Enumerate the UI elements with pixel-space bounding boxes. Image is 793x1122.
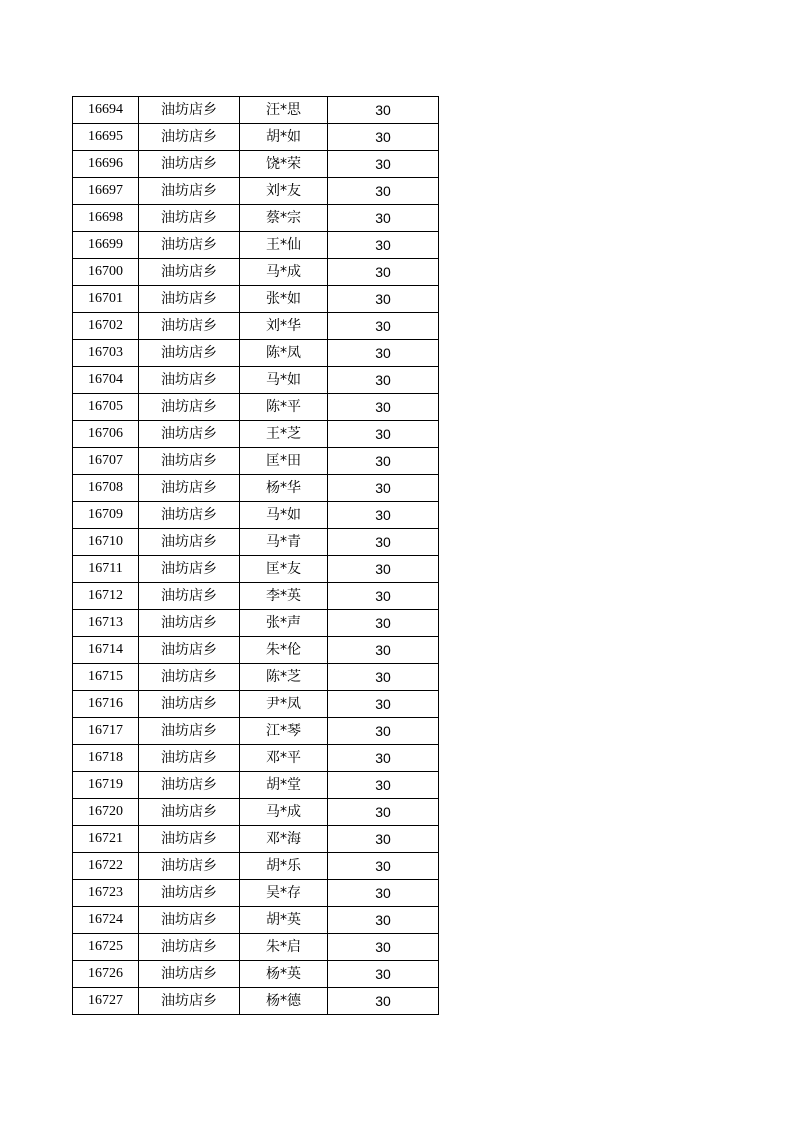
row-id-cell: 16714 [73,637,139,664]
town-cell: 油坊店乡 [139,313,240,340]
table-row [73,232,439,259]
town-cell: 油坊店乡 [139,799,240,826]
row-id-cell: 16720 [73,799,139,826]
person-name-cell: 汪*思 [240,97,328,124]
table-row [73,772,439,799]
town-cell: 油坊店乡 [139,448,240,475]
town-cell: 油坊店乡 [139,853,240,880]
table-row [73,97,439,124]
town-cell: 油坊店乡 [139,718,240,745]
person-name-cell: 陈*芝 [240,664,328,691]
town-cell: 油坊店乡 [139,394,240,421]
amount-cell: 30 [328,772,439,799]
amount-cell: 30 [328,151,439,178]
table-row [73,529,439,556]
town-cell: 油坊店乡 [139,826,240,853]
row-id-cell: 16697 [73,178,139,205]
person-name-cell: 马*如 [240,367,328,394]
row-id-cell: 16722 [73,853,139,880]
town-cell: 油坊店乡 [139,664,240,691]
town-cell: 油坊店乡 [139,745,240,772]
town-cell: 油坊店乡 [139,772,240,799]
row-id-cell: 16716 [73,691,139,718]
table-row [73,178,439,205]
table-row [73,799,439,826]
person-name-cell: 匡*友 [240,556,328,583]
amount-cell: 30 [328,97,439,124]
amount-cell: 30 [328,934,439,961]
amount-cell: 30 [328,691,439,718]
amount-cell: 30 [328,232,439,259]
table-row [73,286,439,313]
town-cell: 油坊店乡 [139,637,240,664]
town-cell: 油坊店乡 [139,880,240,907]
table-row [73,718,439,745]
amount-cell: 30 [328,340,439,367]
table-row [73,907,439,934]
row-id-cell: 16724 [73,907,139,934]
row-id-cell: 16703 [73,340,139,367]
row-id-cell: 16726 [73,961,139,988]
person-name-cell: 张*声 [240,610,328,637]
amount-cell: 30 [328,124,439,151]
row-id-cell: 16699 [73,232,139,259]
town-cell: 油坊店乡 [139,97,240,124]
row-id-cell: 16709 [73,502,139,529]
table-row [73,313,439,340]
person-name-cell: 王*仙 [240,232,328,259]
table-row [73,475,439,502]
table-row [73,151,439,178]
row-id-cell: 16708 [73,475,139,502]
amount-cell: 30 [328,286,439,313]
row-id-cell: 16707 [73,448,139,475]
table-row [73,934,439,961]
town-cell: 油坊店乡 [139,205,240,232]
amount-cell: 30 [328,556,439,583]
row-id-cell: 16715 [73,664,139,691]
row-id-cell: 16701 [73,286,139,313]
person-name-cell: 胡*堂 [240,772,328,799]
person-name-cell: 匡*田 [240,448,328,475]
town-cell: 油坊店乡 [139,691,240,718]
table-row [73,394,439,421]
amount-cell: 30 [328,853,439,880]
person-name-cell: 邓*海 [240,826,328,853]
amount-cell: 30 [328,529,439,556]
row-id-cell: 16718 [73,745,139,772]
town-cell: 油坊店乡 [139,907,240,934]
amount-cell: 30 [328,799,439,826]
row-id-cell: 16727 [73,988,139,1015]
person-name-cell: 蔡*宗 [240,205,328,232]
row-id-cell: 16710 [73,529,139,556]
person-name-cell: 杨*华 [240,475,328,502]
person-name-cell: 马*如 [240,502,328,529]
person-name-cell: 杨*英 [240,961,328,988]
row-id-cell: 16713 [73,610,139,637]
table-row [73,961,439,988]
town-cell: 油坊店乡 [139,178,240,205]
table-row [73,448,439,475]
row-id-cell: 16712 [73,583,139,610]
table-row [73,988,439,1015]
town-cell: 油坊店乡 [139,934,240,961]
person-name-cell: 杨*德 [240,988,328,1015]
table-row [73,124,439,151]
town-cell: 油坊店乡 [139,502,240,529]
town-cell: 油坊店乡 [139,988,240,1015]
row-id-cell: 16698 [73,205,139,232]
town-cell: 油坊店乡 [139,151,240,178]
person-name-cell: 尹*凤 [240,691,328,718]
person-name-cell: 胡*英 [240,907,328,934]
amount-cell: 30 [328,961,439,988]
amount-cell: 30 [328,583,439,610]
person-name-cell: 朱*启 [240,934,328,961]
table-row [73,610,439,637]
row-id-cell: 16706 [73,421,139,448]
amount-cell: 30 [328,907,439,934]
table-row [73,421,439,448]
row-id-cell: 16700 [73,259,139,286]
row-id-cell: 16702 [73,313,139,340]
town-cell: 油坊店乡 [139,286,240,313]
town-cell: 油坊店乡 [139,421,240,448]
row-id-cell: 16711 [73,556,139,583]
table-row [73,556,439,583]
person-name-cell: 江*琴 [240,718,328,745]
row-id-cell: 16723 [73,880,139,907]
person-name-cell: 张*如 [240,286,328,313]
data-table [72,96,439,1015]
person-name-cell: 吴*存 [240,880,328,907]
row-id-cell: 16695 [73,124,139,151]
amount-cell: 30 [328,826,439,853]
row-id-cell: 16725 [73,934,139,961]
amount-cell: 30 [328,745,439,772]
row-id-cell: 16696 [73,151,139,178]
person-name-cell: 李*英 [240,583,328,610]
row-id-cell: 16721 [73,826,139,853]
town-cell: 油坊店乡 [139,124,240,151]
table-row [73,826,439,853]
town-cell: 油坊店乡 [139,529,240,556]
town-cell: 油坊店乡 [139,961,240,988]
town-cell: 油坊店乡 [139,475,240,502]
amount-cell: 30 [328,475,439,502]
town-cell: 油坊店乡 [139,610,240,637]
table-row [73,367,439,394]
person-name-cell: 邓*平 [240,745,328,772]
town-cell: 油坊店乡 [139,232,240,259]
amount-cell: 30 [328,610,439,637]
table-row [73,637,439,664]
amount-cell: 30 [328,205,439,232]
amount-cell: 30 [328,421,439,448]
amount-cell: 30 [328,880,439,907]
row-id-cell: 16717 [73,718,139,745]
person-name-cell: 朱*伦 [240,637,328,664]
table-row [73,664,439,691]
person-name-cell: 刘*华 [240,313,328,340]
town-cell: 油坊店乡 [139,367,240,394]
amount-cell: 30 [328,718,439,745]
table-row [73,745,439,772]
amount-cell: 30 [328,637,439,664]
amount-cell: 30 [328,502,439,529]
person-name-cell: 马*成 [240,799,328,826]
row-id-cell: 16705 [73,394,139,421]
person-name-cell: 马*青 [240,529,328,556]
table-row [73,583,439,610]
person-name-cell: 陈*平 [240,394,328,421]
amount-cell: 30 [328,313,439,340]
person-name-cell: 陈*凤 [240,340,328,367]
person-name-cell: 王*芝 [240,421,328,448]
amount-cell: 30 [328,394,439,421]
amount-cell: 30 [328,259,439,286]
town-cell: 油坊店乡 [139,340,240,367]
person-name-cell: 刘*友 [240,178,328,205]
amount-cell: 30 [328,988,439,1015]
person-name-cell: 胡*如 [240,124,328,151]
person-name-cell: 饶*荣 [240,151,328,178]
town-cell: 油坊店乡 [139,259,240,286]
town-cell: 油坊店乡 [139,556,240,583]
table-row [73,502,439,529]
table-row [73,259,439,286]
row-id-cell: 16694 [73,97,139,124]
row-id-cell: 16719 [73,772,139,799]
town-cell: 油坊店乡 [139,583,240,610]
row-id-cell: 16704 [73,367,139,394]
person-name-cell: 胡*乐 [240,853,328,880]
table-row [73,691,439,718]
amount-cell: 30 [328,664,439,691]
person-name-cell: 马*成 [240,259,328,286]
table-row [73,205,439,232]
table-row [73,853,439,880]
table-row [73,880,439,907]
amount-cell: 30 [328,178,439,205]
amount-cell: 30 [328,367,439,394]
table-row [73,340,439,367]
amount-cell: 30 [328,448,439,475]
table-body [73,97,439,1015]
